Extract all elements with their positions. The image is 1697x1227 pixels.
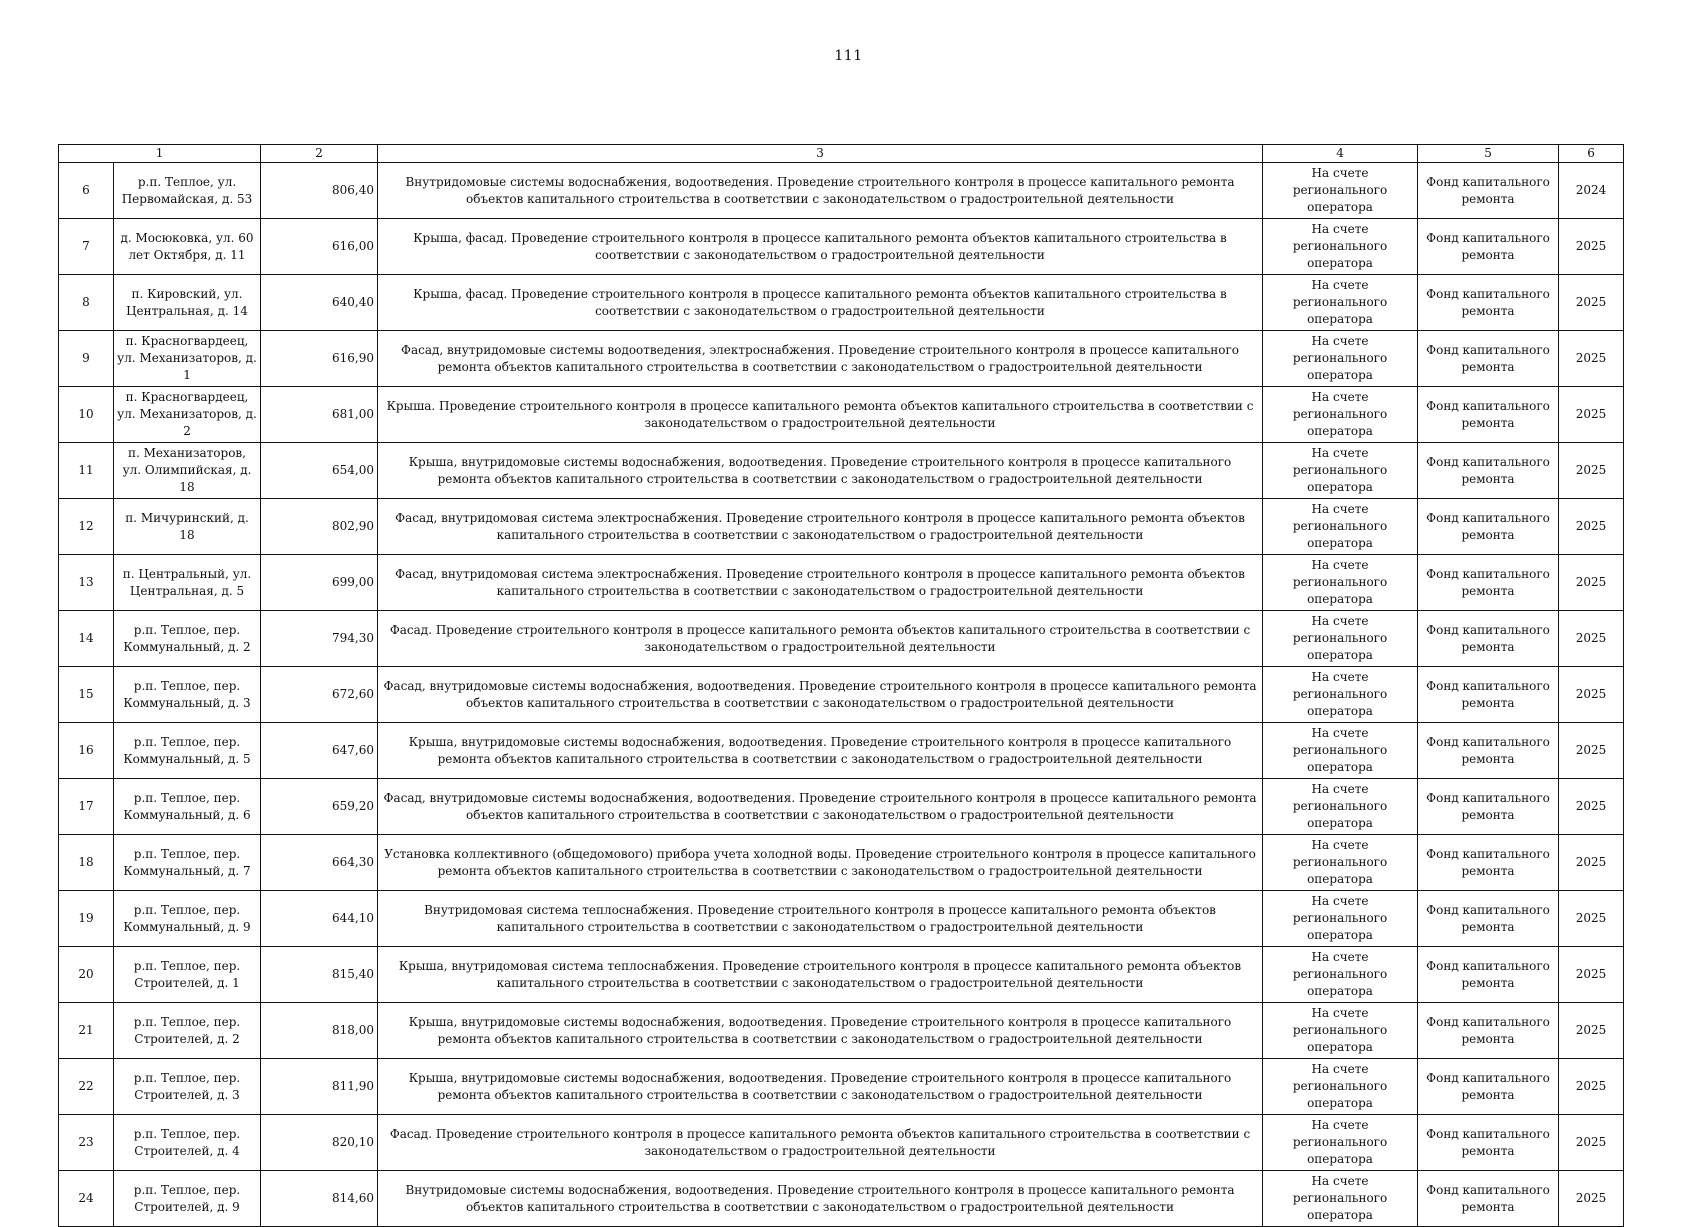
area-cell: 814,60: [261, 1171, 378, 1227]
funding-source-cell: На счете регионального оператора: [1263, 611, 1418, 667]
funding-source-cell: На счете регионального оператора: [1263, 947, 1418, 1003]
area-cell: 818,00: [261, 1003, 378, 1059]
works-cell: Фасад, внутридомовая система электроснабжения. Проведение строительного контроля в процессе капитального ремонта объектов капитального строительства в соответствии с законодательством о градостроительной деятельности: [378, 499, 1263, 555]
area-cell: 647,60: [261, 723, 378, 779]
address-cell: п. Центральный, ул. Центральная, д. 5: [114, 555, 261, 611]
fund-cell: Фонд капитального ремонта: [1418, 1171, 1559, 1227]
year-cell: 2025: [1559, 1003, 1624, 1059]
table-body: [59, 163, 1624, 1227]
works-cell: Фасад, внутридомовые системы водоотведения, электроснабжения. Проведение строительного контроля в процессе капитального ремонта объектов капитального строительства в соответствии с законодательством о градостроительной деятельности: [378, 331, 1263, 387]
funding-source-cell: На счете регионального оператора: [1263, 499, 1418, 555]
address-cell: р.п. Теплое, пер. Строителей, д. 3: [114, 1059, 261, 1115]
works-cell: Фасад. Проведение строительного контроля в процессе капитального ремонта объектов капитального строительства в соответствии с законодательством о градостроительной деятельности: [378, 611, 1263, 667]
works-cell: Установка коллективного (общедомового) прибора учета холодной воды. Проведение строительного контроля в процессе капитального ремонта объектов капитального строительства в соответствии с законодательством о градостроительной деятельности: [378, 835, 1263, 891]
area-cell: 802,90: [261, 499, 378, 555]
works-cell: Внутридомовые системы водоснабжения, водоотведения. Проведение строительного контроля в процессе капитального ремонта объектов капитального строительства в соответствии с законодательством о градостроительной деятельности: [378, 163, 1263, 219]
address-cell: р.п. Теплое, пер. Коммунальный, д. 5: [114, 723, 261, 779]
header-cell-1: 1: [59, 145, 261, 163]
fund-cell: Фонд капитального ремонта: [1418, 387, 1559, 443]
works-cell: Фасад. Проведение строительного контроля в процессе капитального ремонта объектов капитального строительства в соответствии с законодательством о градостроительной деятельности: [378, 1115, 1263, 1171]
repair-schedule-table: [58, 144, 1624, 1227]
header-cell-3: 3: [378, 145, 1263, 163]
row-number: 20: [59, 947, 114, 1003]
area-cell: 681,00: [261, 387, 378, 443]
address-cell: р.п. Теплое, пер. Коммунальный, д. 6: [114, 779, 261, 835]
funding-source-cell: На счете регионального оператора: [1263, 331, 1418, 387]
header-cell-4: 4: [1263, 145, 1418, 163]
area-cell: 616,00: [261, 219, 378, 275]
area-cell: 806,40: [261, 163, 378, 219]
funding-source-cell: На счете регионального оператора: [1263, 1115, 1418, 1171]
address-cell: д. Мосюковка, ул. 60 лет Октября, д. 11: [114, 219, 261, 275]
works-cell: Крыша. Проведение строительного контроля в процессе капитального ремонта объектов капитального строительства в соответствии с законодательством о градостроительной деятельности: [378, 387, 1263, 443]
row-number: 12: [59, 499, 114, 555]
year-cell: 2025: [1559, 947, 1624, 1003]
fund-cell: Фонд капитального ремонта: [1418, 723, 1559, 779]
table-row: [59, 947, 1624, 1003]
works-cell: Крыша, внутридомовые системы водоснабжения, водоотведения. Проведение строительного контроля в процессе капитального ремонта объектов капитального строительства в соответствии с законодательством о градостроительной деятельности: [378, 1059, 1263, 1115]
row-number: 24: [59, 1171, 114, 1227]
fund-cell: Фонд капитального ремонта: [1418, 443, 1559, 499]
row-number: 10: [59, 387, 114, 443]
area-cell: 815,40: [261, 947, 378, 1003]
address-cell: р.п. Теплое, пер. Строителей, д. 2: [114, 1003, 261, 1059]
address-cell: п. Кировский, ул. Центральная, д. 14: [114, 275, 261, 331]
year-cell: 2025: [1559, 331, 1624, 387]
address-cell: р.п. Теплое, пер. Коммунальный, д. 7: [114, 835, 261, 891]
row-number: 7: [59, 219, 114, 275]
year-cell: 2025: [1559, 387, 1624, 443]
address-cell: р.п. Теплое, ул. Первомайская, д. 53: [114, 163, 261, 219]
year-cell: 2025: [1559, 443, 1624, 499]
address-cell: п. Красногвардеец, ул. Механизаторов, д. 2: [114, 387, 261, 443]
works-cell: Фасад, внутридомовые системы водоснабжения, водоотведения. Проведение строительного контроля в процессе капитального ремонта объектов капитального строительства в соответствии с законодательством о градостроительной деятельности: [378, 667, 1263, 723]
row-number: 8: [59, 275, 114, 331]
funding-source-cell: На счете регионального оператора: [1263, 667, 1418, 723]
header-row: [59, 145, 1624, 163]
row-number: 23: [59, 1115, 114, 1171]
works-cell: Крыша, фасад. Проведение строительного контроля в процессе капитального ремонта объектов капитального строительства в соответствии с законодательством о градостроительной деятельности: [378, 275, 1263, 331]
table-row: [59, 331, 1624, 387]
table-row: [59, 1171, 1624, 1227]
funding-source-cell: На счете регионального оператора: [1263, 387, 1418, 443]
funding-source-cell: На счете регионального оператора: [1263, 835, 1418, 891]
fund-cell: Фонд капитального ремонта: [1418, 1115, 1559, 1171]
works-cell: Крыша, внутридомовые системы водоснабжения, водоотведения. Проведение строительного контроля в процессе капитального ремонта объектов капитального строительства в соответствии с законодательством о градостроительной деятельности: [378, 443, 1263, 499]
area-cell: 616,90: [261, 331, 378, 387]
row-number: 6: [59, 163, 114, 219]
funding-source-cell: На счете регионального оператора: [1263, 1059, 1418, 1115]
year-cell: 2025: [1559, 275, 1624, 331]
area-cell: 644,10: [261, 891, 378, 947]
table-row: [59, 163, 1624, 219]
fund-cell: Фонд капитального ремонта: [1418, 611, 1559, 667]
works-cell: Внутридомовые системы водоснабжения, водоотведения. Проведение строительного контроля в процессе капитального ремонта объектов капитального строительства в соответствии с законодательством о градостроительной деятельности: [378, 1171, 1263, 1227]
fund-cell: Фонд капитального ремонта: [1418, 331, 1559, 387]
table-row: [59, 443, 1624, 499]
funding-source-cell: На счете регионального оператора: [1263, 779, 1418, 835]
address-cell: р.п. Теплое, пер. Коммунальный, д. 2: [114, 611, 261, 667]
address-cell: р.п. Теплое, пер. Строителей, д. 9: [114, 1171, 261, 1227]
table-row: [59, 891, 1624, 947]
year-cell: 2025: [1559, 835, 1624, 891]
table-row: [59, 1059, 1624, 1115]
funding-source-cell: На счете регионального оператора: [1263, 1003, 1418, 1059]
funding-source-cell: На счете регионального оператора: [1263, 443, 1418, 499]
year-cell: 2025: [1559, 891, 1624, 947]
year-cell: 2025: [1559, 667, 1624, 723]
funding-source-cell: На счете регионального оператора: [1263, 891, 1418, 947]
funding-source-cell: На счете регионального оператора: [1263, 723, 1418, 779]
row-number: 22: [59, 1059, 114, 1115]
row-number: 9: [59, 331, 114, 387]
fund-cell: Фонд капитального ремонта: [1418, 1059, 1559, 1115]
table-row: [59, 723, 1624, 779]
fund-cell: Фонд капитального ремонта: [1418, 499, 1559, 555]
funding-source-cell: На счете регионального оператора: [1263, 555, 1418, 611]
address-cell: р.п. Теплое, пер. Коммунальный, д. 3: [114, 667, 261, 723]
area-cell: 659,20: [261, 779, 378, 835]
fund-cell: Фонд капитального ремонта: [1418, 947, 1559, 1003]
row-number: 15: [59, 667, 114, 723]
year-cell: 2024: [1559, 163, 1624, 219]
table-row: [59, 499, 1624, 555]
header-cell-6: 6: [1559, 145, 1624, 163]
row-number: 18: [59, 835, 114, 891]
year-cell: 2025: [1559, 219, 1624, 275]
works-cell: Крыша, внутридомовая система теплоснабжения. Проведение строительного контроля в процессе капитального ремонта объектов капитального строительства в соответствии с законодательством о градостроительной деятельности: [378, 947, 1263, 1003]
address-cell: п. Мичуринский, д. 18: [114, 499, 261, 555]
row-number: 14: [59, 611, 114, 667]
table-row: [59, 779, 1624, 835]
works-cell: Фасад, внутридомовая система электроснабжения. Проведение строительного контроля в процессе капитального ремонта объектов капитального строительства в соответствии с законодательством о градостроительной деятельности: [378, 555, 1263, 611]
header-cell-2: 2: [261, 145, 378, 163]
year-cell: 2025: [1559, 611, 1624, 667]
works-cell: Крыша, фасад. Проведение строительного контроля в процессе капитального ремонта объектов капитального строительства в соответствии с законодательством о градостроительной деятельности: [378, 219, 1263, 275]
area-cell: 794,30: [261, 611, 378, 667]
year-cell: 2025: [1559, 1115, 1624, 1171]
area-cell: 672,60: [261, 667, 378, 723]
funding-source-cell: На счете регионального оператора: [1263, 1171, 1418, 1227]
fund-cell: Фонд капитального ремонта: [1418, 275, 1559, 331]
works-cell: Внутридомовая система теплоснабжения. Проведение строительного контроля в процессе капитального ремонта объектов капитального строительства в соответствии с законодательством о градостроительной деятельности: [378, 891, 1263, 947]
table-row: [59, 667, 1624, 723]
row-number: 17: [59, 779, 114, 835]
table-row: [59, 275, 1624, 331]
year-cell: 2025: [1559, 555, 1624, 611]
table-row: [59, 219, 1624, 275]
area-cell: 654,00: [261, 443, 378, 499]
address-cell: п. Красногвардеец, ул. Механизаторов, д. 1: [114, 331, 261, 387]
page-number: 111: [834, 48, 863, 64]
row-number: 13: [59, 555, 114, 611]
year-cell: 2025: [1559, 1171, 1624, 1227]
area-cell: 699,00: [261, 555, 378, 611]
address-cell: р.п. Теплое, пер. Строителей, д. 1: [114, 947, 261, 1003]
table-header: [59, 145, 1624, 163]
year-cell: 2025: [1559, 779, 1624, 835]
area-cell: 664,30: [261, 835, 378, 891]
year-cell: 2025: [1559, 499, 1624, 555]
fund-cell: Фонд капитального ремонта: [1418, 667, 1559, 723]
fund-cell: Фонд капитального ремонта: [1418, 891, 1559, 947]
table-row: [59, 611, 1624, 667]
year-cell: 2025: [1559, 723, 1624, 779]
area-cell: 820,10: [261, 1115, 378, 1171]
row-number: 11: [59, 443, 114, 499]
table-row: [59, 835, 1624, 891]
fund-cell: Фонд капитального ремонта: [1418, 163, 1559, 219]
works-cell: Фасад, внутридомовые системы водоснабжения, водоотведения. Проведение строительного контроля в процессе капитального ремонта объектов капитального строительства в соответствии с законодательством о градостроительной деятельности: [378, 779, 1263, 835]
fund-cell: Фонд капитального ремонта: [1418, 555, 1559, 611]
fund-cell: Фонд капитального ремонта: [1418, 835, 1559, 891]
table-row: [59, 1003, 1624, 1059]
address-cell: р.п. Теплое, пер. Строителей, д. 4: [114, 1115, 261, 1171]
row-number: 21: [59, 1003, 114, 1059]
funding-source-cell: На счете регионального оператора: [1263, 163, 1418, 219]
works-cell: Крыша, внутридомовые системы водоснабжения, водоотведения. Проведение строительного контроля в процессе капитального ремонта объектов капитального строительства в соответствии с законодательством о градостроительной деятельности: [378, 723, 1263, 779]
fund-cell: Фонд капитального ремонта: [1418, 219, 1559, 275]
header-cell-5: 5: [1418, 145, 1559, 163]
address-cell: р.п. Теплое, пер. Коммунальный, д. 9: [114, 891, 261, 947]
table-row: [59, 555, 1624, 611]
area-cell: 811,90: [261, 1059, 378, 1115]
area-cell: 640,40: [261, 275, 378, 331]
row-number: 16: [59, 723, 114, 779]
address-cell: п. Механизаторов, ул. Олимпийская, д. 18: [114, 443, 261, 499]
fund-cell: Фонд капитального ремонта: [1418, 1003, 1559, 1059]
fund-cell: Фонд капитального ремонта: [1418, 779, 1559, 835]
year-cell: 2025: [1559, 1059, 1624, 1115]
funding-source-cell: На счете регионального оператора: [1263, 275, 1418, 331]
table-row: [59, 387, 1624, 443]
row-number: 19: [59, 891, 114, 947]
works-cell: Крыша, внутридомовые системы водоснабжения, водоотведения. Проведение строительного контроля в процессе капитального ремонта объектов капитального строительства в соответствии с законодательством о градостроительной деятельности: [378, 1003, 1263, 1059]
table-row: [59, 1115, 1624, 1171]
funding-source-cell: На счете регионального оператора: [1263, 219, 1418, 275]
